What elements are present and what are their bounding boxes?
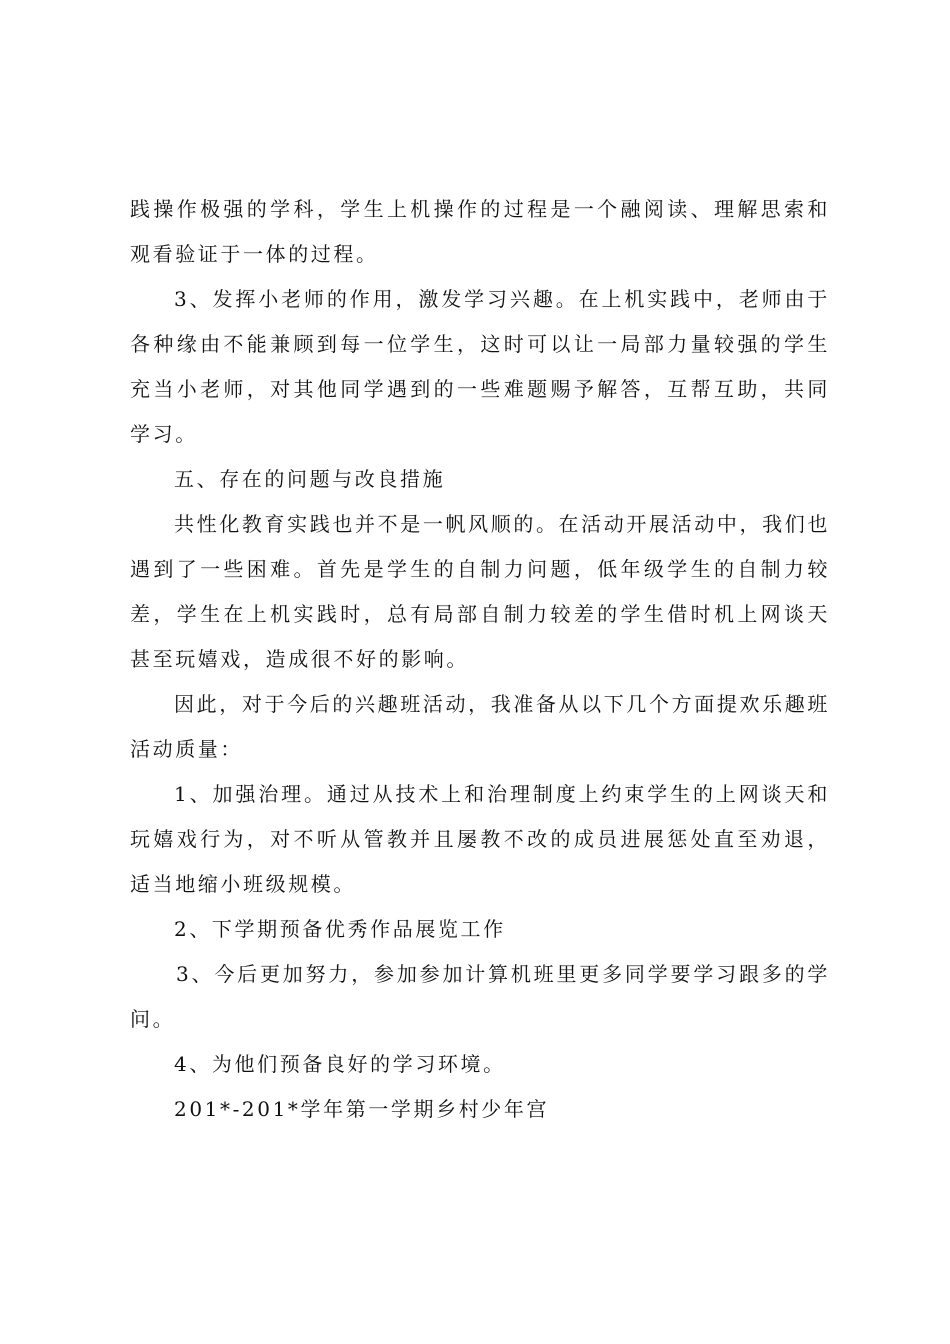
list-item-2: 2、下学期预备优秀作品展览工作 xyxy=(174,917,506,941)
list-item-1: 1、加强治理。通过从技术上和治理制度上约束学生的上网谈天和玩嬉戏行为，对不听从管教并且屡教不改的成员进展惩处直至劝退，适当地缩小班级规模。 xyxy=(130,782,830,896)
section-heading: 五、存在的问题与改良措施 xyxy=(174,467,446,491)
paragraph-3: 共性化教育实践也并不是一帆风顺的。在活动开展活动中，我们也遇到了一些困难。首先是学生的自制力问题，低年级学生的自制力较差，学生在上机实践时，总有局部自制力较差的学生借时机上网谈天甚至玩嬉戏，造成很不好的影响。 xyxy=(130,512,830,671)
paragraph-4: 因此，对于今后的兴趣班活动，我准备从以下几个方面提欢乐趣班活动质量： xyxy=(130,692,830,761)
paragraph-1: 践操作极强的学科，学生上机操作的过程是一个融阅读、理解思索和观看验证于一体的过程。 xyxy=(130,197,830,266)
list-item-3: 3、今后更加努力，参加参加计算机班里更多同学要学习跟多的学问。 xyxy=(130,962,830,1031)
document-body xyxy=(130,187,830,1132)
paragraph-2: 3、发挥小老师的作用，激发学习兴趣。在上机实践中，老师由于各种缘由不能兼顾到每一位学生，这时可以让一局部力量较强的学生充当小老师，对其他同学遇到的一些难题赐予解答，互帮互助，共同学习。 xyxy=(130,287,830,446)
list-item-4: 4、为他们预备良好的学习环境。 xyxy=(174,1052,506,1076)
closing-line: 201*-201*学年第一学期乡村少年宫 xyxy=(174,1097,550,1121)
